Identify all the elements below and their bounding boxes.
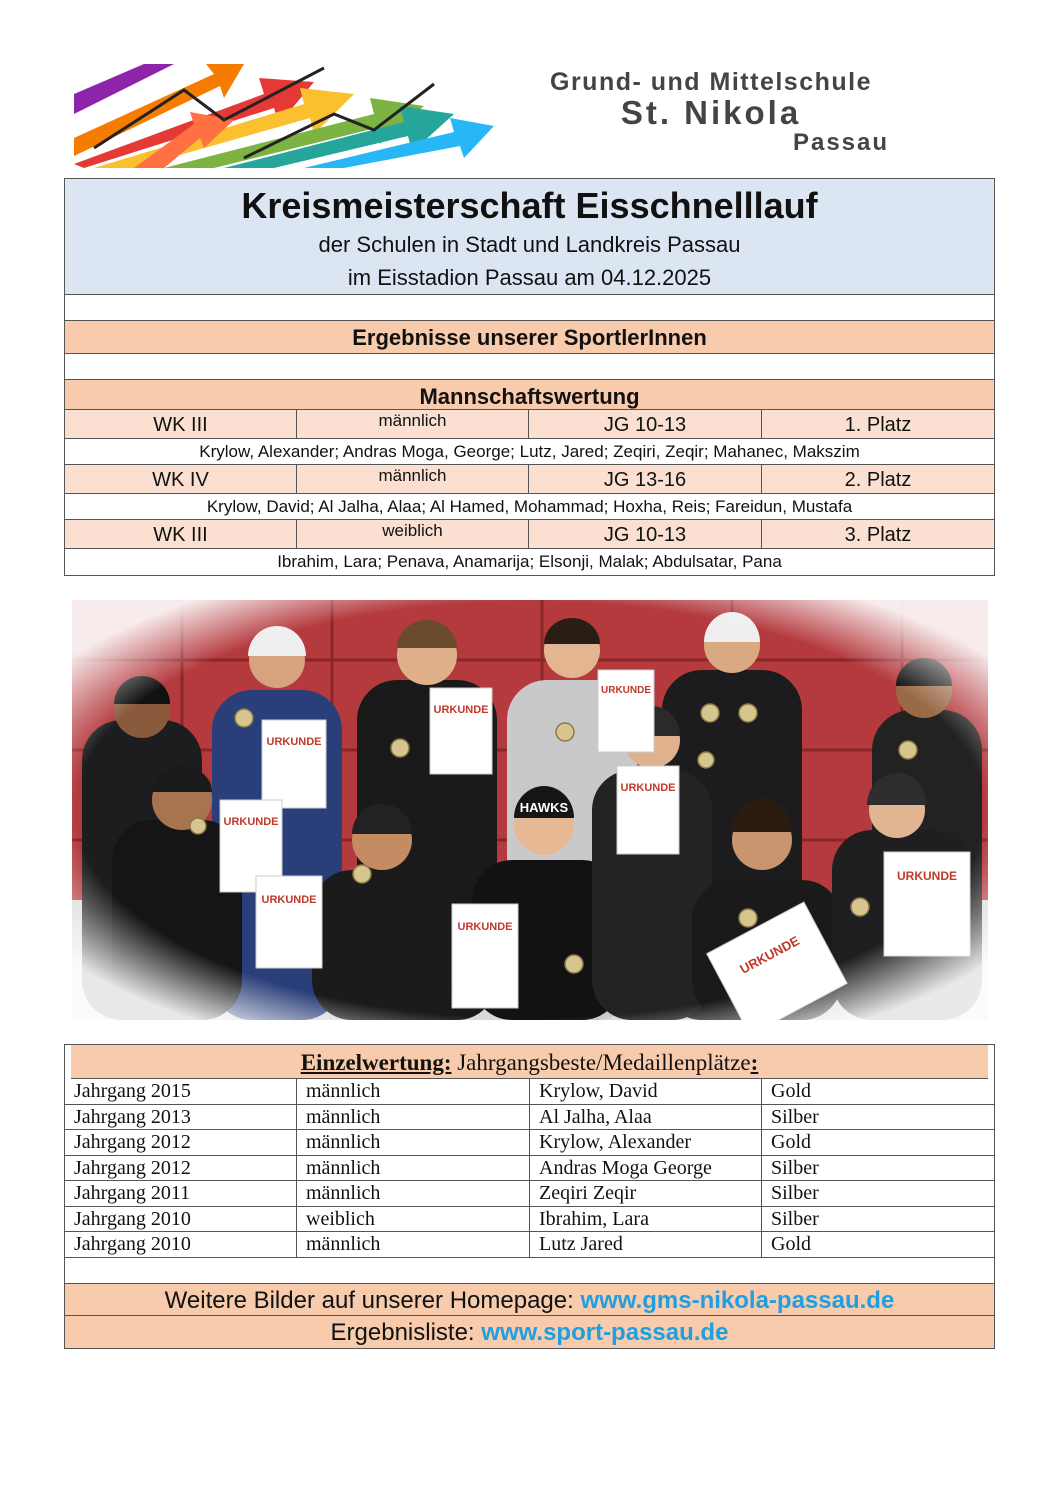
school-name-line1: Grund- und Mittelschule: [550, 68, 872, 96]
spacer-row: [65, 295, 994, 321]
team-jg: JG 10-13: [529, 410, 762, 438]
team-gender: weiblich: [297, 520, 529, 548]
individual-heading-bold: Einzelwertung:: [300, 1050, 452, 1075]
team-place: 2. Platz: [844, 469, 912, 491]
medal-year: Jahrgang 2012: [65, 1156, 297, 1181]
medal-year: Jahrgang 2011: [65, 1181, 297, 1206]
medal-name: Krylow, Alexander: [530, 1130, 762, 1155]
medal-type: Gold: [771, 1233, 811, 1255]
medal-row: [65, 1105, 994, 1131]
medal-name: Al Jalha, Alaa: [530, 1105, 762, 1130]
school-name-line2: St. Nikola: [620, 94, 802, 131]
medal-name: Krylow, David: [530, 1079, 762, 1104]
school-name-line3: Passau: [792, 129, 890, 156]
team-result-row: [65, 410, 994, 439]
individual-heading-text: Jahrgangsbeste/Medaillenplätze: [451, 1050, 751, 1075]
homepage-link[interactable]: www.gms-nikola-passau.de: [580, 1286, 895, 1314]
medal-gender: männlich: [297, 1105, 530, 1130]
team-wk: WK III: [65, 520, 297, 548]
medal-type: Gold: [771, 1131, 811, 1153]
team-gender: männlich: [297, 465, 529, 493]
medal-type: Silber: [771, 1105, 819, 1128]
medal-year: Jahrgang 2010: [65, 1232, 297, 1257]
medal-year: Jahrgang 2015: [65, 1079, 297, 1104]
homepage-line: [65, 1284, 994, 1316]
team-result-row: [65, 520, 994, 549]
medal-name: Ibrahim, Lara: [530, 1207, 762, 1232]
medal-gender: männlich: [297, 1130, 530, 1155]
medal-type: Silber: [771, 1207, 819, 1230]
medal-gender: männlich: [297, 1232, 530, 1257]
medal-gender: männlich: [297, 1079, 530, 1104]
event-header: [65, 179, 994, 295]
team-jg: JG 10-13: [529, 520, 762, 548]
photo-vignette: [72, 600, 988, 1020]
results-heading: Ergebnisse unserer SportlerInnen: [65, 321, 994, 354]
medal-name: Zeqiri Zeqir: [530, 1181, 762, 1206]
team-place: 1. Platz: [844, 414, 912, 436]
team-wk: WK III: [65, 410, 297, 438]
homepage-label: Weitere Bilder auf unserer Homepage:: [164, 1286, 581, 1314]
medal-row: [65, 1207, 994, 1233]
team-result-row: [65, 465, 994, 494]
individual-table: [64, 1044, 995, 1349]
team-members: Ibrahim, Lara; Penava, Anamarija; Elsonji, Malak; Abdulsatar, Pana: [277, 552, 782, 571]
group-photo: [72, 600, 988, 1020]
medal-type: Silber: [771, 1156, 819, 1179]
spacer-row: [65, 1258, 994, 1284]
medal-type: Silber: [771, 1182, 819, 1204]
results-list-line: [65, 1316, 994, 1348]
medal-row: [65, 1130, 994, 1156]
team-members: Krylow, Alexander; Andras Moga, George; Lutz, Jared; Zeqiri, Zeqir; Mahanec, Makszim: [65, 439, 994, 465]
team-place: 3. Platz: [844, 524, 912, 546]
results-table: [64, 178, 995, 576]
event-subtitle-1: der Schulen in Stadt und Landkreis Passau: [318, 232, 741, 257]
spacer-row: [65, 354, 994, 380]
medal-row: [65, 1181, 994, 1207]
event-title: Kreismeisterschaft Eisschnelllauf: [241, 185, 818, 226]
medal-name: Lutz Jared: [530, 1232, 762, 1257]
individual-heading: [71, 1045, 988, 1079]
team-gender: männlich: [297, 410, 529, 438]
team-heading: Mannschaftswertung: [65, 380, 994, 410]
medal-gender: männlich: [297, 1156, 530, 1181]
medal-name: Andras Moga George: [530, 1156, 762, 1181]
medal-type: Gold: [771, 1080, 811, 1102]
results-list-link[interactable]: www.sport-passau.de: [481, 1318, 729, 1346]
medal-year: Jahrgang 2013: [65, 1105, 297, 1130]
medal-row: [65, 1156, 994, 1182]
medal-row: [65, 1232, 994, 1258]
event-subtitle-2: im Eisstadion Passau am 04.12.2025: [347, 265, 712, 290]
team-wk: WK IV: [65, 465, 297, 493]
medal-year: Jahrgang 2010: [65, 1207, 297, 1232]
school-logo: [74, 64, 958, 168]
individual-heading-colon: :: [750, 1050, 759, 1075]
school-name: [464, 68, 958, 156]
medal-year: Jahrgang 2012: [65, 1130, 297, 1155]
medal-row: [65, 1079, 994, 1105]
team-members: Krylow, David; Al Jalha, Alaa; Al Hamed, Mohammad; Hoxha, Reis; Fareidun, Mustafa: [65, 494, 994, 520]
results-list-label: Ergebnisliste:: [330, 1318, 482, 1346]
medal-gender: männlich: [297, 1181, 530, 1206]
medal-gender: weiblich: [297, 1207, 530, 1232]
team-jg: JG 13-16: [529, 465, 762, 493]
